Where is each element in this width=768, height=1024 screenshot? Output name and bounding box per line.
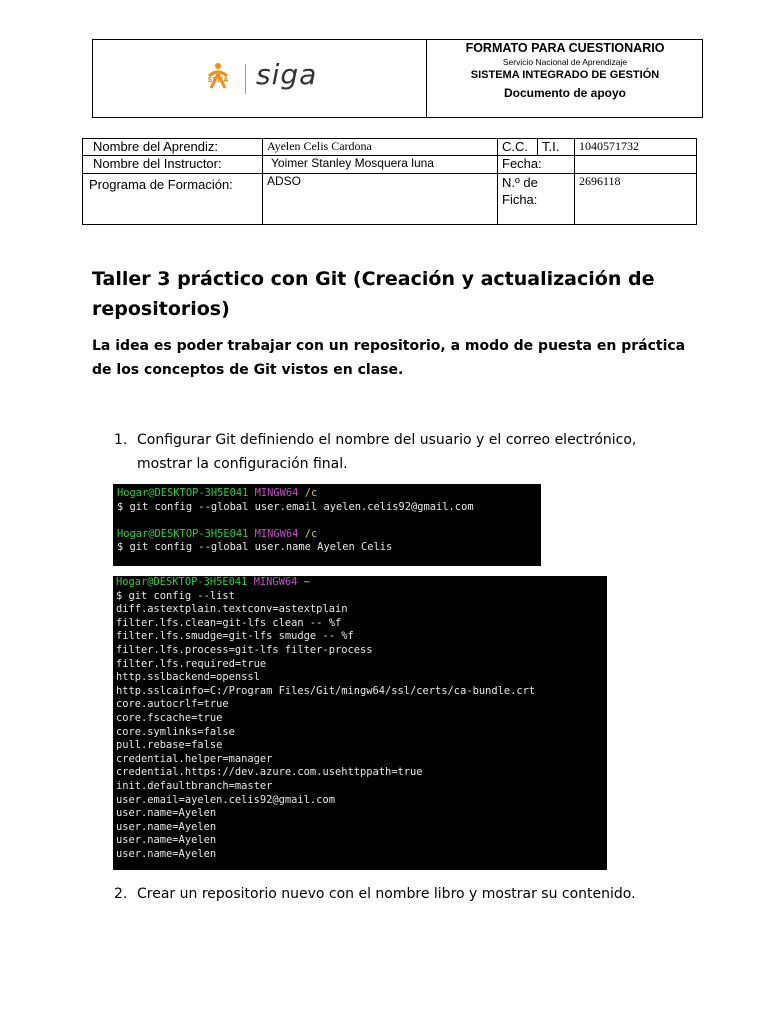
blank-line [117, 514, 541, 528]
prompt-line [117, 487, 541, 501]
header-titles [427, 40, 703, 117]
terminal-output-line: http.sslbackend=openssl [116, 671, 260, 684]
prompt-env: MINGW64 [254, 527, 299, 540]
terminal-output-line: user.name=Ayelen [116, 807, 217, 820]
page-title: Taller 3 práctico con Git (Creación y actualización de repositorios) [92, 268, 655, 320]
terminal-output-line: pull.rebase=false [116, 739, 223, 752]
svg-text:SENA: SENA [207, 76, 229, 84]
terminal-output-line: user.name=Ayelen [116, 834, 217, 847]
header-doc-type: Documento de apoyo [503, 86, 626, 100]
item-text: Crear un repositorio nuevo con el nombre libro y mostrar su contenido. [137, 886, 636, 902]
terminal-output-line: filter.lfs.required=true [116, 657, 267, 670]
header-system: SISTEMA INTEGRADO DE GESTIÓN [470, 69, 660, 81]
sena-logo-icon [201, 62, 235, 92]
terminal-output-line: credential.helper=manager [116, 752, 273, 765]
list-item [114, 428, 674, 478]
prompt-user: Hogar@DESKTOP-3H5E041 [117, 487, 249, 499]
prompt-line [116, 576, 607, 590]
terminal-output-line: core.autocrlf=true [116, 698, 229, 711]
header-title: FORMATO PARA CUESTIONARIO [465, 41, 665, 55]
prompt-env: MINGW64 [253, 576, 298, 588]
prompt-env: MINGW64 [254, 487, 299, 499]
item-number: 1. [114, 432, 128, 448]
config-output [116, 590, 607, 862]
prompt-user: Hogar@DESKTOP-3H5E041 [117, 527, 249, 540]
terminal-output-line: core.fscache=true [116, 711, 223, 724]
prompt-dir: /c [304, 527, 318, 540]
instructor-label: Nombre del Instructor: [83, 156, 263, 174]
prompt-line [117, 528, 541, 542]
terminal-output-line: filter.lfs.process=git-lfs filter-process [116, 643, 373, 656]
terminal-output-line: http.sslcainfo=C:/Program Files/Git/mingw64/ssl/certs/ca-bundle.crt [116, 684, 536, 697]
fecha-value [575, 156, 697, 174]
ti-label: T.I. [538, 139, 575, 156]
terminal-screenshot-2 [113, 576, 607, 870]
terminal-output-line: credential.https://dev.azure.com.usehttppath=true [116, 766, 423, 779]
prompt-dir: ~ [303, 576, 310, 588]
terminal-screenshot-1 [113, 484, 541, 566]
item-text: Configurar Git definiendo el nombre del usuario y el correo electrónico, mostrar la configuración final. [137, 432, 637, 472]
header-subtitle: Servicio Nacional de Aprendizaje [502, 57, 628, 67]
command-line: $ git config --global user.name Ayelen Celis [117, 541, 393, 554]
cc-label: C.C. [498, 139, 538, 156]
programa-value: ADSO [263, 174, 498, 225]
logo-separator [245, 64, 246, 94]
terminal-output-line: core.symlinks=false [116, 725, 235, 738]
terminal-output-line: user.email=ayelen.celis92@gmail.com [116, 793, 335, 806]
terminal-output-line: filter.lfs.smudge=git-lfs smudge -- %f [116, 630, 354, 643]
id-value: 1040571732 [575, 139, 697, 156]
prompt-user: Hogar@DESKTOP-3H5E041 [116, 576, 248, 588]
logo-area [93, 40, 426, 117]
instructor-value: Yoimer Stanley Mosquera luna [263, 156, 498, 174]
ficha-label: N.º de Ficha: [498, 174, 575, 225]
terminal-output-line: init.defaultbranch=master [116, 779, 273, 792]
aprendiz-value: Ayelen Celis Cardona [263, 139, 498, 156]
terminal-output-line: user.name=Ayelen [116, 847, 217, 860]
terminal-output-line: filter.lfs.clean=git-lfs clean -- %f [116, 616, 342, 629]
command-line: $ git config --global user.email ayelen.celis92@gmail.com [117, 500, 474, 513]
aprendiz-label: Nombre del Aprendiz: [83, 139, 263, 156]
item-number: 2. [114, 886, 128, 902]
fecha-label: Fecha: [498, 156, 575, 174]
prompt-dir: /c [304, 487, 318, 499]
document-header [92, 39, 703, 118]
ficha-value: 2696118 [575, 174, 697, 225]
intro-paragraph: La idea es poder trabajar con un repositorio, a modo de puesta en práctica de los conceptos de Git vistos en clase. [92, 338, 686, 378]
terminal-output-line: $ git config --list [116, 589, 235, 602]
terminal-output-line: user.name=Ayelen [116, 820, 217, 833]
siga-logo: siga [256, 58, 318, 91]
programa-label: Programa de Formación: [83, 174, 263, 225]
list-item [114, 882, 674, 908]
terminal-output-line: diff.astextplain.textconv=astextplain [116, 603, 348, 616]
student-info-table [82, 138, 697, 225]
